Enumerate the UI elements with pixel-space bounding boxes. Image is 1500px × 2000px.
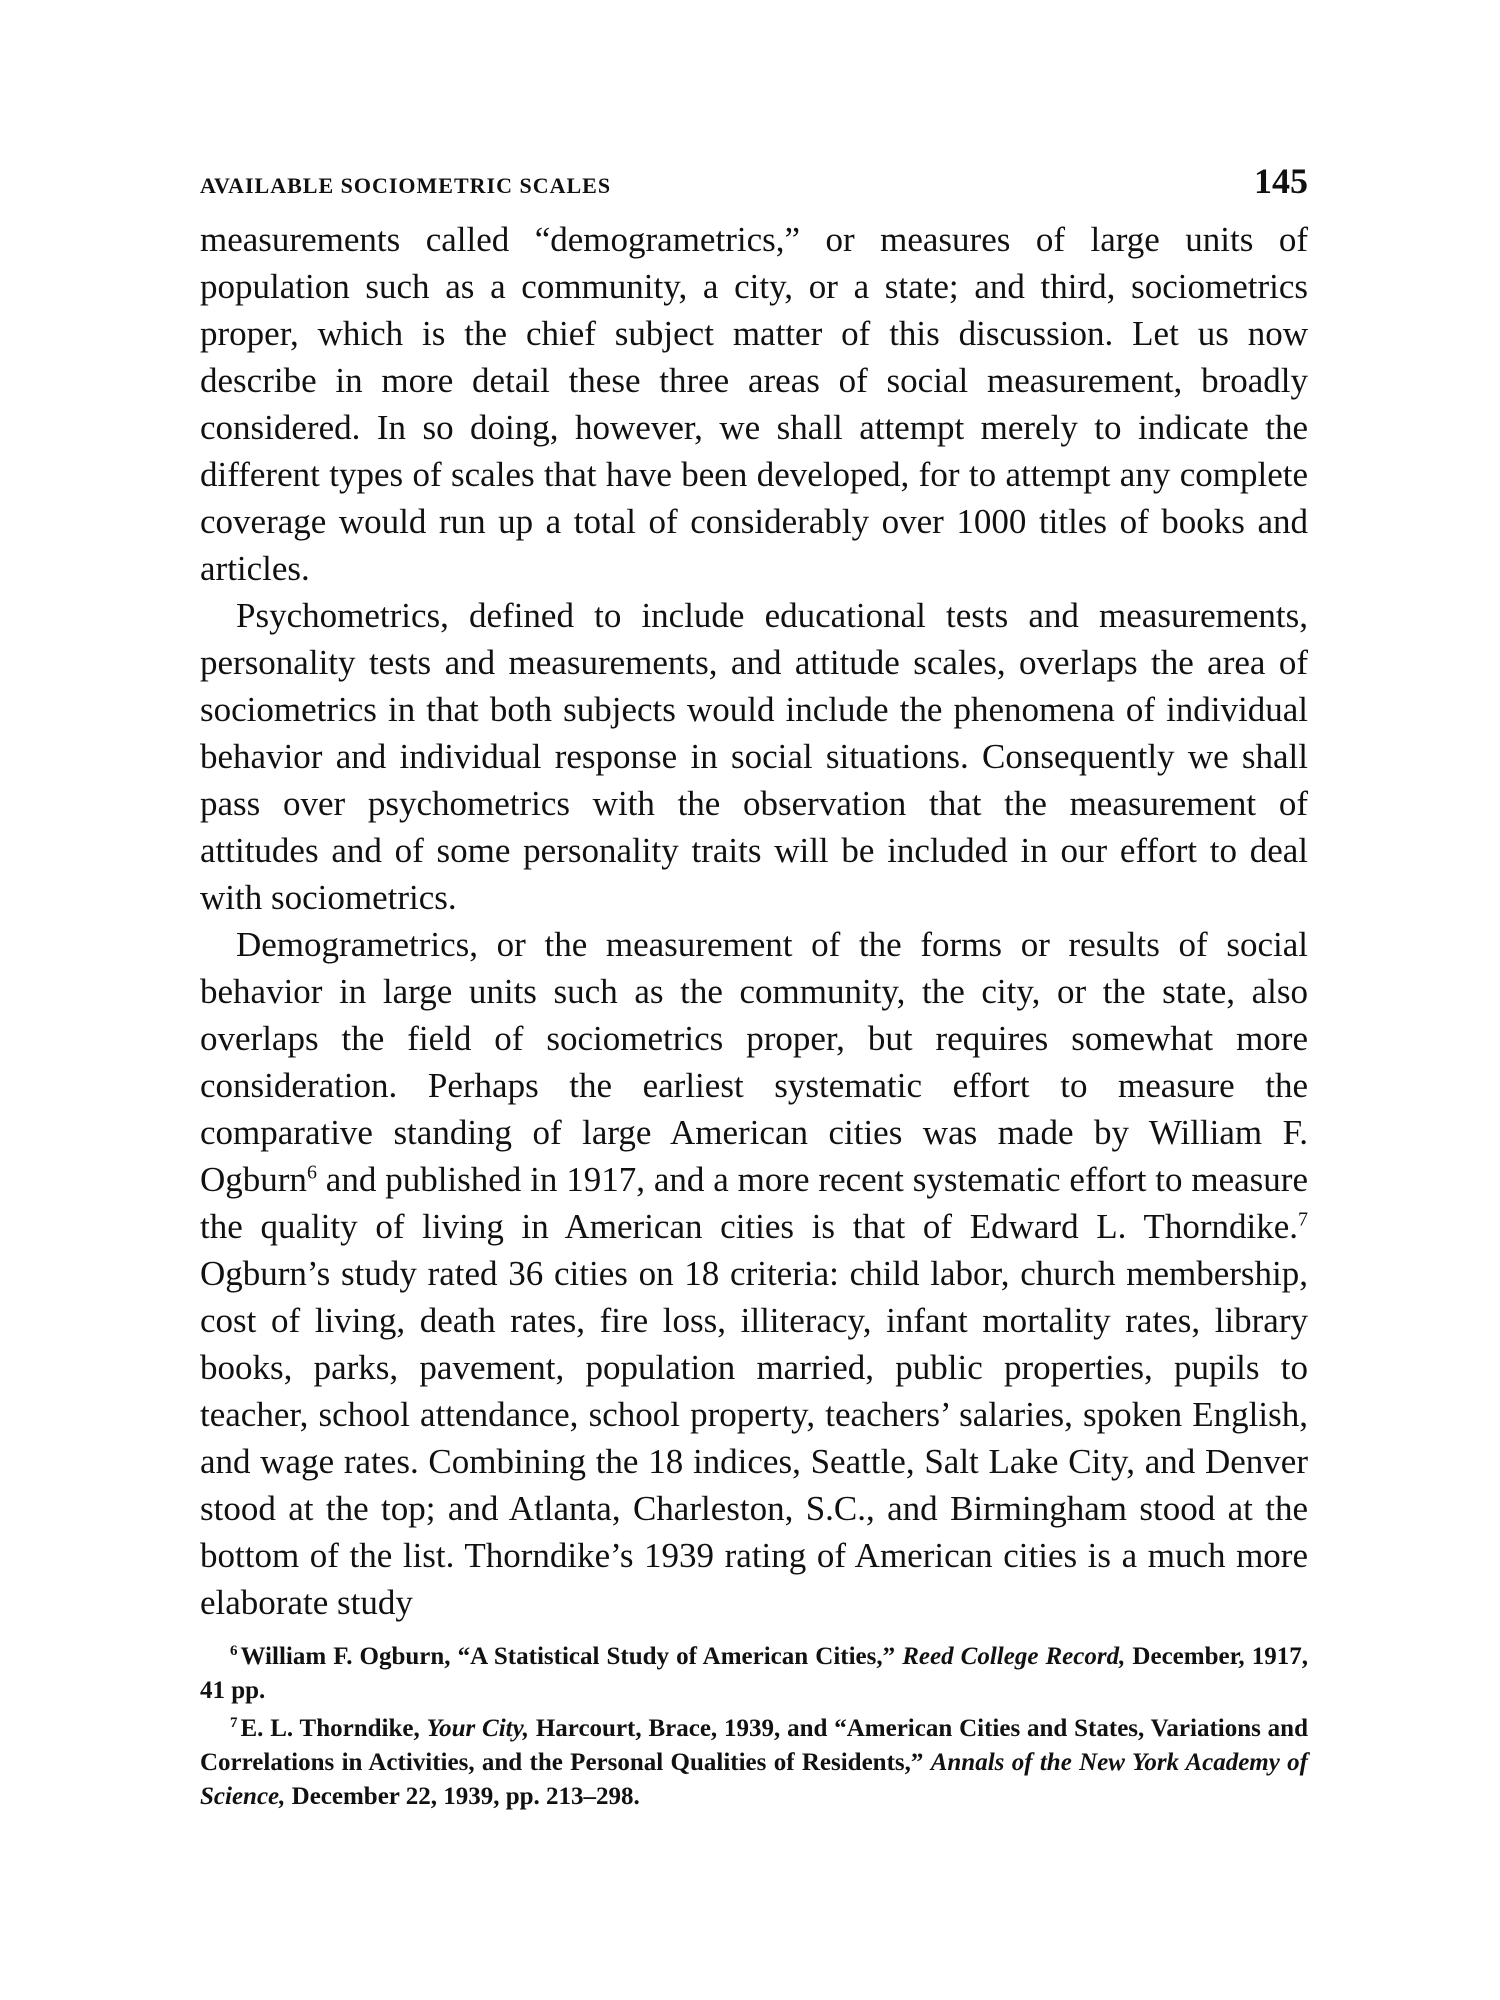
running-title: AVAILABLE SOCIOMETRIC SCALES — [200, 173, 612, 198]
footnote-6 — [200, 1640, 1308, 1708]
paragraph-demogrametrics-part3: Ogburn’s study rated 36 cities on 18 criteria: child labor, church membership, cost of living, death rates, fire loss, illiteracy, infant mortality rates, library books, parks, pavement, population married, public properties, pupils to teacher, school attendance, school property, teachers’ salaries, spoken English, and wage rates. Combining the 18 indices, Seattle, Salt Lake City, and Denver stood at the top; and Atlanta, Charleston, S.C., and Birmingham stood at the bottom of the list. Thorndike’s 1939 rating of American cities is a much more elaborate study — [200, 1254, 1308, 1622]
book-page — [200, 160, 1308, 1818]
footnote-7 — [200, 1712, 1308, 1814]
page-number: 145 — [1254, 161, 1308, 201]
footnote-7-text-c: December 22, 1939, pp. 213–298. — [285, 1783, 640, 1810]
paragraph-continuation: measurements called “demogrametrics,” or measures of large units of population such as a community, a city, or a state; and third, sociometrics proper, which is the chief subject matter of this discussion. Let us now describe in more detail these three areas of social measurement, broadly considered. In so doing, however, we shall attempt merely to indicate the different types of scales that have been developed, for to attempt any complete coverage would run up a total of considerably over 1000 titles of books and articles. — [200, 220, 1308, 588]
footnote-reference-7: 7 — [1298, 1208, 1308, 1231]
footnote-7-book-title: Your City, — [426, 1715, 530, 1742]
footnote-reference-6: 6 — [306, 1161, 317, 1184]
footnote-6-text-b: December, 1917, 41 pp. — [200, 1643, 1308, 1704]
paragraph-demogrametrics-part2: and published in 1917, and a more recent systematic effort to measure the quality of living in American cities is that of Edward L. Thorndike. — [200, 1160, 1308, 1246]
footnote-6-journal-title: Reed College Record, — [902, 1643, 1126, 1670]
footnotes — [200, 1640, 1308, 1814]
body-text — [200, 216, 1308, 1626]
paragraph-demogrametrics-part1: Demogrametrics, or the measurement of the forms or results of social behavior in large units such as the community, the city, or the state, also overlaps the field of sociometrics proper, but requires somewhat more consideration. Perhaps the earliest systematic effort to measure the comparative standing of large American cities was made by William F. Ogburn — [200, 925, 1308, 1199]
running-head — [200, 160, 1308, 210]
paragraph-demogrametrics — [200, 921, 1308, 1626]
paragraph-psychometrics: Psychometrics, defined to include educational tests and measurements, personality tests and measurements, and attitude scales, overlaps the area of sociometrics in that both subjects would include the phenomena of individual behavior and individual response in social situations. Consequently we shall pass over psychometrics with the observation that the measurement of attitudes and of some personality traits will be included in our effort to deal with sociometrics. — [200, 596, 1308, 917]
footnote-7-mark: 7 — [230, 1714, 238, 1731]
footnote-7-text-b: Harcourt, Brace, 1939, and “American Cities and States, Variations and Correlations in Activities, and the Personal Qualities of Residents,” — [200, 1715, 1308, 1776]
footnote-6-mark: 6 — [230, 1642, 238, 1659]
footnote-6-text-a: William F. Ogburn, “A Statistical Study of American Cities,” — [240, 1643, 903, 1670]
footnote-7-text-a: E. L. Thorndike, — [240, 1715, 427, 1742]
footnote-7-journal-title: Annals of the New York Academy of Science, — [200, 1749, 1309, 1810]
